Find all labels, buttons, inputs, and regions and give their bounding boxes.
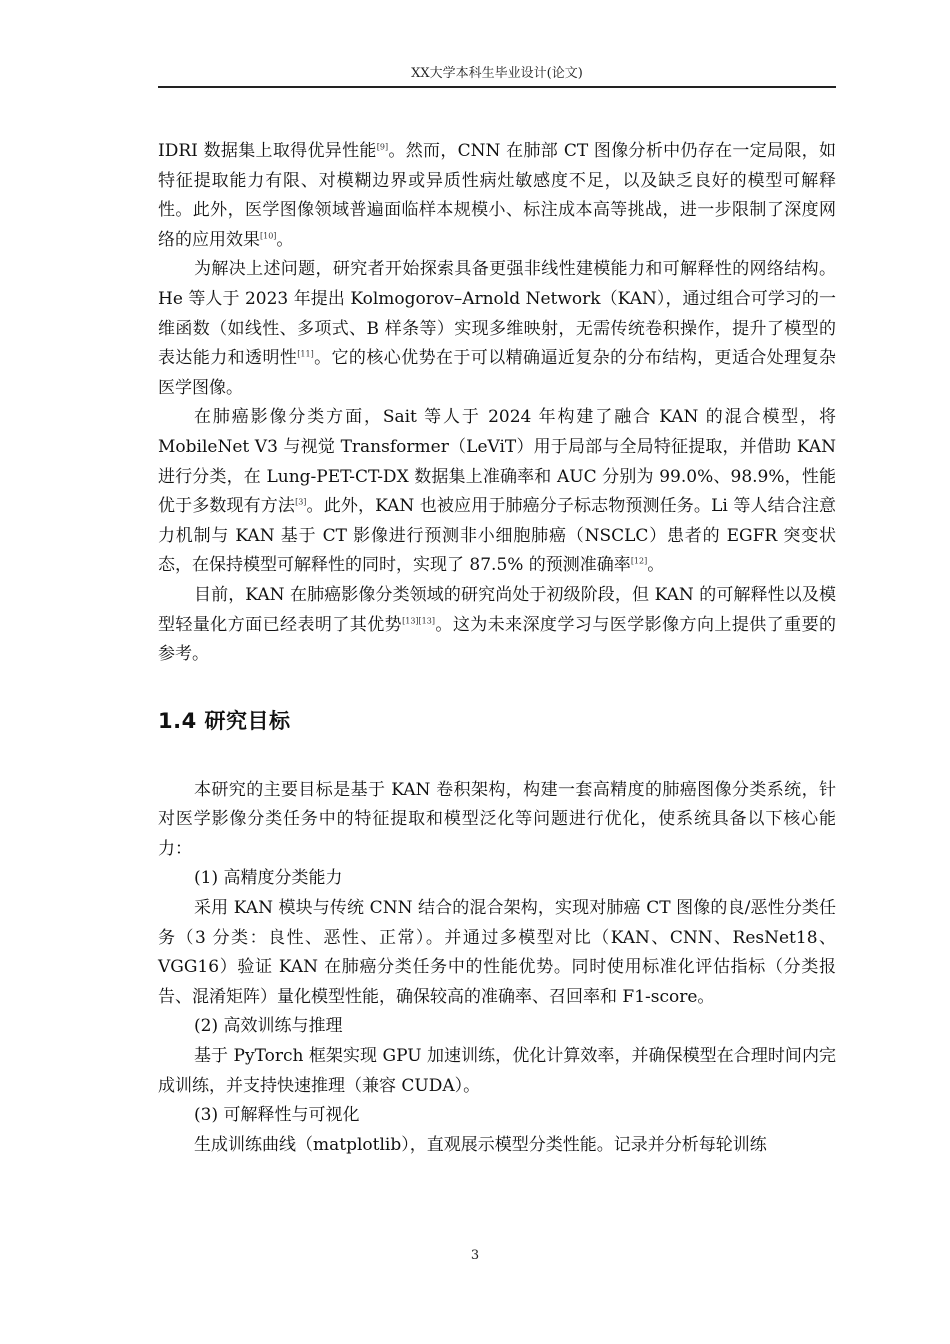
paragraph-4 [158,581,836,670]
paragraph-1 [158,137,836,255]
paragraph-6: 采用 KAN 模块与传统 CNN 结合的混合架构，实现对肺癌 CT 图像的良/恶性分类任务（3 分类：良性、恶性、正常）。并通过多模型对比（KAN、CNN、ResNet18、VGG16）验证 KAN 在肺癌分类任务中的性能优势。同时使用标准化评估指标（分类报告、混淆矩阵）量化模型性能，确保较高的准确率、召回率和 F1-score。 [158,898,836,1007]
paragraph-5: 本研究的主要目标是基于 KAN 卷积架构，构建一套高精度的肺癌图像分类系统，针对医学影像分类任务中的特征提取和模型泛化等问题进行优化，使系统具备以下核心能力： [158,779,836,859]
citation-13: [13][13] [402,615,435,625]
paragraph-4-text-a: 目前，KAN 在肺癌影像分类领域的研究尚处于初级阶段，但 KAN 的可解释性以及模型轻量化方面已经表明了其优势 [158,584,836,635]
paragraph-3 [158,403,836,581]
page-number: 3 [470,1248,480,1263]
citation-10: [10] [260,231,277,241]
paragraph-1-text-a: IDRI 数据集上取得优异性能 [158,141,377,161]
paragraph-4-text-b: 。这为未来深度学习与医学影像方向上提供了重要的参考。 [158,614,837,665]
paragraph-3-text-a: 在肺癌影像分类方面，Sait 等人于 2024 年构建了融合 KAN 的混合模型，将 MobileNet V3 与视觉 Transformer（LeViT）用于局部与全局特征提取，并借助 KAN 进行分类，在 Lung-PET-CT-DX 数据集上准确率和 AUC 分别为 99.0%、98.9%，性能优于多数现有方法 [158,407,836,517]
paragraph-3-text-c: 。 [647,555,665,576]
paragraph-3-text-b: 。此外，KAN 也被应用于肺癌分子标志物预测任务。Li 等人结合注意力机制与 KAN 基于 CT 影像进行预测非小细胞肺癌（NSCLC）患者的 EGFR 突变状态，在保持模型可解释性的同时，实现了 87.5% 的预测准确率 [158,496,836,576]
running-header: XX大学本科生毕业设计(论文) [411,66,583,81]
subheading-3: (3) 可解释性与可视化 [194,1105,360,1126]
citation-9: [9] [376,142,389,152]
page-body [158,137,836,1160]
section-heading: 1.4 研究目标 [158,708,291,733]
citation-11: [11] [297,349,314,359]
citation-3: [3] [295,497,307,507]
header-rule [158,86,836,88]
citation-12: [12] [630,556,648,566]
paragraph-1-text-b: 。然而，CNN 在肺部 CT 图像分析中仍存在一定局限，如特征提取能力有限、对模糊边界或异质性病灶敏感度不足，以及缺乏良好的模型可解释性。此外，医学图像领域普遍面临样本规模小、标注成本高等挑战，进一步限制了深度网络的应用效果 [158,141,836,250]
paragraph-8: 生成训练曲线（matplotlib），直观展示模型分类性能。记录并分析每轮训练 [194,1134,767,1155]
subheading-1: (1) 高精度分类能力 [194,868,343,889]
paragraph-2-text-b: 。它的核心优势在于可以精确逼近复杂的分布结构，更适合处理复杂医学图像。 [158,348,837,398]
paragraph-1-text-c: 。 [276,229,294,250]
paragraph-2-text-a: 为解决上述问题，研究者开始探索具备更强非线性建模能力和可解释性的网络结构。He 等人于 2023 年提出 Kolmogorov–Arnold Network（KAN），通过组合可学习的一维函数（如线性、多项式、B 样条等）实现多维映射，无需传统卷积操作，提升了模型的表达能力和透明性 [158,259,836,369]
paragraph-7: 基于 PyTorch 框架实现 GPU 加速训练，优化计算效率，并确保模型在合理时间内完成训练，并支持快速推理（兼容 CUDA）。 [158,1046,836,1096]
subheading-2: (2) 高效训练与推理 [194,1016,343,1037]
paragraph-2 [158,255,836,403]
